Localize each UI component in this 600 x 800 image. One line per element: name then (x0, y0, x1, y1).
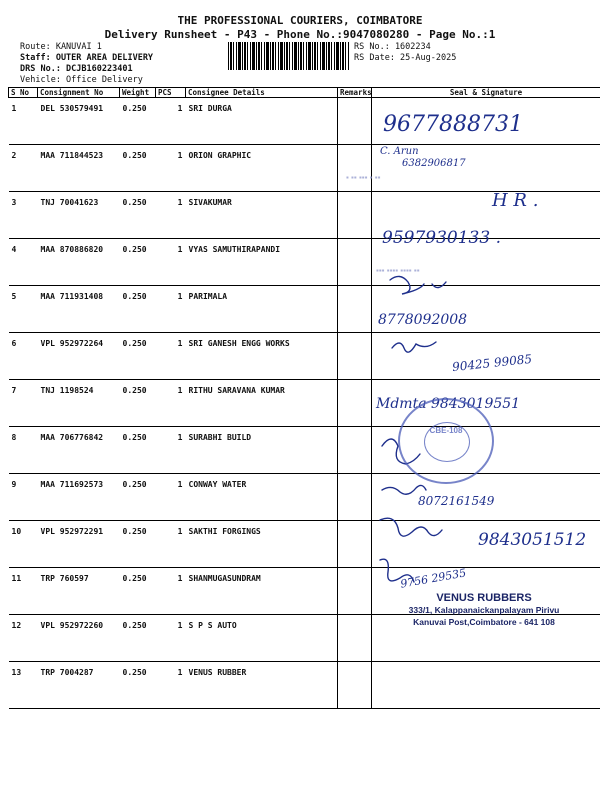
row-sno: 6 (9, 333, 38, 380)
row-weight: 0.250 (120, 427, 156, 474)
row-weight: 0.250 (120, 239, 156, 286)
handwriting-row7: 90425 99085 (451, 351, 533, 375)
company-seal (398, 398, 494, 484)
row-weight: 0.250 (120, 474, 156, 521)
row-weight: 0.250 (120, 521, 156, 568)
row-weight: 0.250 (120, 98, 156, 145)
row-sno: 13 (9, 662, 38, 709)
row-consignment-no: VPL 952972260 (38, 615, 120, 662)
runsheet-title: THE PROFESSIONAL COURIERS, COIMBATORE (177, 14, 423, 27)
row-consignee: SRI GANESH ENGG WORKS (186, 333, 338, 380)
row-sno: 12 (9, 615, 38, 662)
row-weight: 0.250 (120, 568, 156, 615)
col-consignee: Consignee Details (186, 88, 338, 98)
row-consignee: SURABHI BUILD (186, 427, 338, 474)
row-sno: 7 (9, 380, 38, 427)
handwriting-row6: 8778092008 (378, 312, 468, 328)
handwriting-row12: 9756 29535 (399, 566, 468, 591)
handwriting-row4: 9597930133 . (382, 228, 501, 248)
row-pcs: 1 (156, 239, 186, 286)
row-sno: 3 (9, 192, 38, 239)
seal-text: CBE-108 (429, 426, 463, 435)
row-consignment-no: DEL 530579491 (38, 98, 120, 145)
row-consignment-no: MAA 711931408 (38, 286, 120, 333)
staff-label: Staff: OUTER AREA DELIVERY (20, 53, 154, 63)
row-pcs: 1 (156, 145, 186, 192)
handwriting-row10: 8072161549 (418, 494, 495, 508)
row-pcs: 1 (156, 286, 186, 333)
row-pcs: 1 (156, 427, 186, 474)
row-consignee: S P S AUTO (186, 615, 338, 662)
col-signature: Seal & Signature (372, 88, 600, 98)
row-pcs: 1 (156, 333, 186, 380)
row-consignment-no: VPL 952972291 (38, 521, 120, 568)
signature-row10 (382, 485, 426, 494)
row-weight: 0.250 (120, 662, 156, 709)
row-consignment-no: TNJ 70041623 (38, 192, 120, 239)
row-consignment-no: MAA 706776842 (38, 427, 120, 474)
row-sno: 8 (9, 427, 38, 474)
rs-number: RS No.: 1602234 (354, 42, 431, 52)
row-weight: 0.250 (120, 380, 156, 427)
row-pcs: 1 (156, 521, 186, 568)
col-pcs: PCS (156, 88, 186, 98)
row-weight: 0.250 (120, 333, 156, 380)
col-consignment: Consignment No (38, 88, 120, 98)
row-pcs: 1 (156, 380, 186, 427)
row-sno: 5 (9, 286, 38, 333)
row-consignee: CONWAY WATER (186, 474, 338, 521)
stamp-address2: Kanuvai Post,Coimbatore - 641 108 (413, 617, 555, 627)
row-consignee: SAKTHI FORGINGS (186, 521, 338, 568)
handwriting-row2-phone: 6382906817 (402, 158, 466, 169)
signature-row5 (390, 276, 424, 294)
handwriting-row11: 9843051512 (478, 530, 587, 550)
signature-row12 (380, 559, 414, 582)
row-weight: 0.250 (120, 286, 156, 333)
signature-row11 (380, 518, 442, 536)
row-sno: 1 (9, 98, 38, 145)
runsheet-subtitle: Delivery Runsheet - P43 - Phone No.:9047080280 - Page No.:1 (104, 28, 496, 41)
rs-date: RS Date: 25-Aug-2025 (354, 53, 457, 63)
row-consignee: SHANMUGASUNDRAM (186, 568, 338, 615)
row-consignee: PARIMALA (186, 286, 338, 333)
row-sno: 9 (9, 474, 38, 521)
row-sno: 2 (9, 145, 38, 192)
row-consignment-no: MAA 870886820 (38, 239, 120, 286)
row-weight: 0.250 (120, 145, 156, 192)
handwriting-row3: H R . (492, 190, 539, 211)
handwriting-row8: Mdmta 9843019551 (376, 396, 521, 412)
row-consignment-no: MAA 711692573 (38, 474, 120, 521)
handwriting-row2-name: C. Arun (380, 146, 419, 157)
route-label: Route: KANUVAI 1 (20, 42, 102, 52)
row-weight: 0.250 (120, 192, 156, 239)
faint-stamp-row2: ▪ ▪▪ ▪▪▪ ▪ ▪▪ (346, 173, 381, 182)
row-sno: 11 (9, 568, 38, 615)
row-weight: 0.250 (120, 615, 156, 662)
stamp-company: VENUS RUBBERS (436, 592, 532, 604)
row-consignment-no: VPL 952972264 (38, 333, 120, 380)
col-sno: S No (9, 88, 38, 98)
row-consignee: ORION GRAPHIC (186, 145, 338, 192)
row-pcs: 1 (156, 98, 186, 145)
row-consignee: VENUS RUBBER (186, 662, 338, 709)
row-pcs: 1 (156, 474, 186, 521)
venus-rubbers-stamp (368, 592, 600, 632)
col-remarks: Remarks (338, 88, 372, 98)
row-consignment-no: TRP 760597 (38, 568, 120, 615)
row-pcs: 1 (156, 615, 186, 662)
row-consignment-no: MAA 711844523 (38, 145, 120, 192)
stamp-address1: 333/1, Kalappanaickanpalayam Pirivu (408, 605, 560, 615)
row-consignment-no: TNJ 1198524 (38, 380, 120, 427)
signature-row5b (432, 282, 446, 288)
row-consignee: SIVAKUMAR (186, 192, 338, 239)
vehicle-label: Vehicle: Office Delivery (20, 75, 143, 85)
row-consignment-no: TRP 7004287 (38, 662, 120, 709)
handwriting-row1: 9677888731 (383, 112, 523, 137)
row-pcs: 1 (156, 662, 186, 709)
col-weight: Weight (120, 88, 156, 98)
row-sno: 4 (9, 239, 38, 286)
row-pcs: 1 (156, 568, 186, 615)
drs-label: DRS No.: DCJB160223401 (20, 64, 133, 74)
row-consignee: SRI DURGA (186, 98, 338, 145)
row-consignee: VYAS SAMUTHIRAPANDI (186, 239, 338, 286)
row-consignee: RITHU SARAVANA KUMAR (186, 380, 338, 427)
faint-stamp-row5: ▪▪▪ ▪▪▪▪ ▪▪▪▪ ▪▪ (376, 266, 420, 275)
row-pcs: 1 (156, 192, 186, 239)
row-sno: 10 (9, 521, 38, 568)
signature-row7 (392, 342, 436, 352)
